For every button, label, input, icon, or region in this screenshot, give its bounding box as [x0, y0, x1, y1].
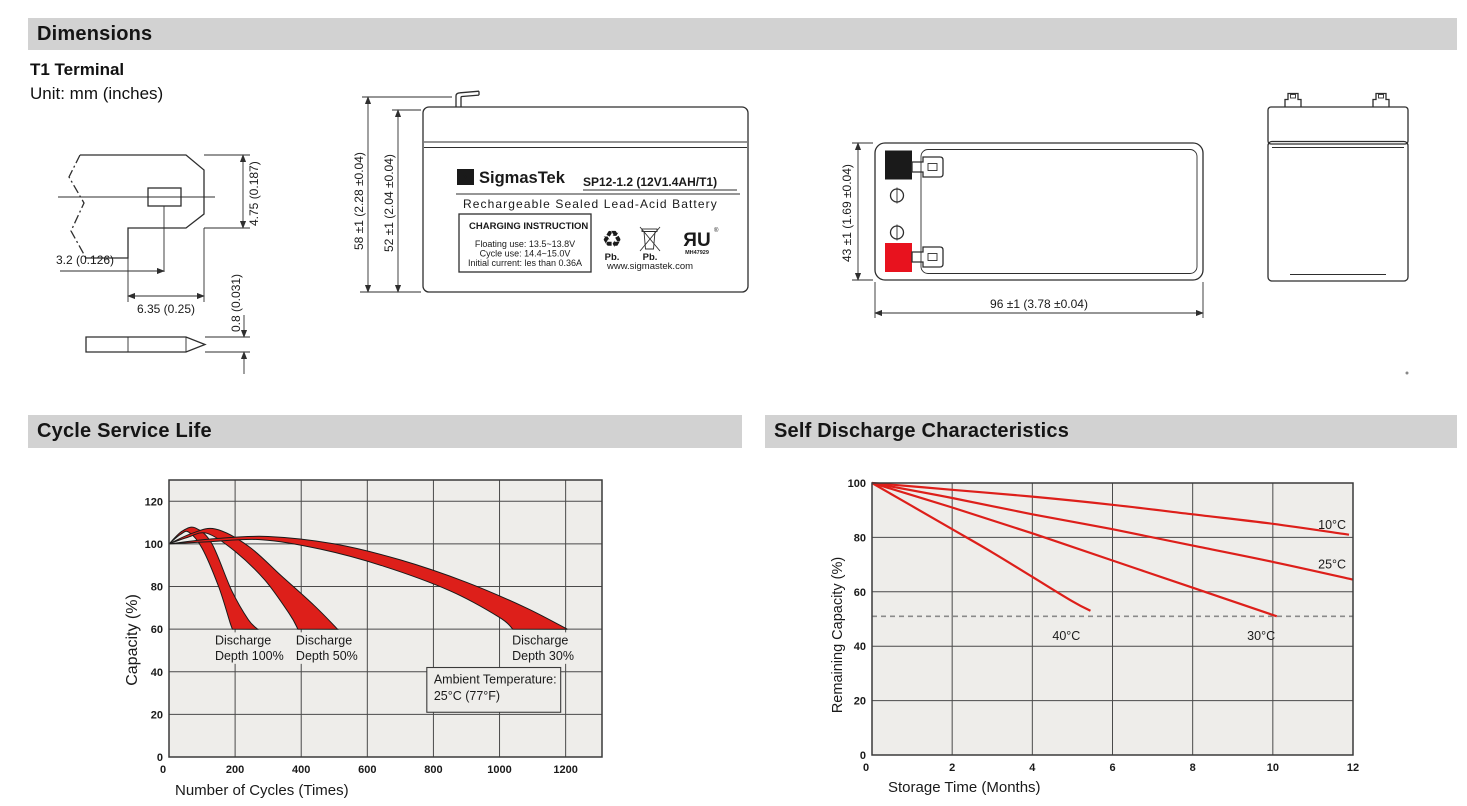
- front-terminal-tab: [456, 91, 479, 107]
- battery-end-view: [1268, 94, 1409, 375]
- y-tick-label: 100: [144, 538, 163, 551]
- self-discharge-chart: [790, 470, 1430, 806]
- y-axis-label: Remaining Capacity (%): [830, 556, 846, 714]
- x-tick-label: 200: [225, 764, 245, 776]
- terminal-dim-width: 4.75 (0.187): [247, 161, 261, 226]
- battery-type-line: Rechargeable Sealed Lead-Acid Battery: [463, 197, 718, 211]
- y-tick-label: 60: [150, 624, 163, 637]
- negative-terminal: [885, 151, 912, 180]
- x-tick-label: 10: [1266, 762, 1279, 774]
- battery-front-view: [352, 91, 748, 292]
- cycle-title: Cycle Service Life: [37, 420, 212, 442]
- y-tick-label: 40: [150, 666, 163, 679]
- terminal-dim-thickness: 0.8 (0.031): [229, 273, 243, 332]
- stray-dot: [1406, 372, 1409, 375]
- pb-bin-label: Pb.: [642, 252, 658, 263]
- x-tick-label: 1000: [487, 764, 512, 776]
- x-tick-label: 1200: [553, 764, 578, 776]
- brand-name: SigmasTek: [479, 169, 565, 187]
- annotation-text: Discharge Depth 50%: [295, 633, 358, 663]
- terminal-type-label: T1 Terminal: [30, 60, 125, 79]
- y-tick-label: 0: [156, 752, 163, 764]
- annotation-text: Discharge Depth 100%: [214, 633, 284, 663]
- x-tick-label: 12: [1346, 762, 1360, 774]
- end-view-tab-right: [1373, 94, 1389, 108]
- x-axis-label: Storage Time (Months): [888, 779, 1041, 796]
- y-tick-label: 80: [853, 532, 866, 545]
- top-dim-length: 96 ±1 (3.78 ±0.04): [990, 297, 1088, 311]
- x-tick-label: 6: [1109, 762, 1116, 774]
- crossed-bin-icon: [640, 227, 660, 251]
- recycle-icon: ♻: [601, 226, 623, 252]
- front-dim-body-height: 52 ±1 (2.04 ±0.04): [382, 154, 396, 252]
- x-tick-label: 600: [358, 764, 377, 776]
- front-dim-total-height: 58 ±1 (2.28 ±0.04): [352, 152, 366, 250]
- ul-mark-icon: ЯU: [683, 230, 711, 251]
- x-tick-label: 400: [292, 764, 311, 776]
- annotation-text: 25°C (77°F): [433, 689, 501, 704]
- terminal-dim-offset: 3.2 (0.126): [56, 253, 115, 267]
- model-number: SP12-1.2 (12V1.4AH/T1): [583, 175, 718, 189]
- end-view-tab-left: [1285, 94, 1301, 108]
- x-tick-label: 0: [159, 764, 167, 776]
- y-axis-label: Capacity (%): [124, 594, 141, 686]
- charging-line-2: Cycle use: 14.4~15.0V: [479, 248, 571, 259]
- ul-registered: ®: [714, 228, 719, 234]
- bottom-faston-tab: [912, 247, 943, 267]
- y-tick-label: 80: [150, 581, 163, 594]
- charging-line-1: Floating use: 13.5~13.8V: [474, 239, 576, 249]
- line-label: 10°C: [1318, 518, 1347, 533]
- y-tick-label: 20: [150, 709, 163, 722]
- cycle-section-bar: [28, 415, 742, 448]
- x-tick-label: 4: [1029, 762, 1036, 774]
- self-discharge-section-bar: [765, 415, 1457, 448]
- y-tick-label: 60: [853, 586, 866, 599]
- charging-title: CHARGING INSTRUCTION: [469, 221, 589, 232]
- pb-recycle-label: Pb.: [604, 252, 620, 263]
- annotation-text: Discharge Depth 30%: [512, 633, 574, 663]
- self-discharge-title: Self Discharge Characteristics: [774, 420, 1070, 442]
- cycle-service-life-chart: [110, 470, 655, 806]
- y-tick-label: 20: [853, 695, 866, 708]
- ul-code: MH47929: [685, 250, 709, 256]
- y-tick-label: 0: [859, 750, 866, 762]
- line-label: 40°C: [1052, 628, 1081, 643]
- top-dim-height: 43 ±1 (1.69 ±0.04): [840, 164, 854, 262]
- charging-line-3: Initial current: les than 0.36A: [467, 258, 583, 268]
- line-label: 30°C: [1247, 628, 1276, 643]
- y-tick-label: 100: [847, 478, 866, 490]
- x-tick-label: 8: [1189, 762, 1196, 774]
- top-faston-tab: [912, 157, 943, 177]
- x-axis-label: Number of Cycles (Times): [175, 782, 349, 799]
- terminal-detail-drawing: [56, 155, 261, 374]
- battery-label: [456, 169, 740, 272]
- dimensions-title: Dimensions: [37, 22, 153, 45]
- positive-terminal: [885, 243, 912, 272]
- terminal-dim-length: 6.35 (0.25): [136, 302, 196, 316]
- annotation-text: Ambient Temperature:: [433, 672, 557, 687]
- vent-marks: [891, 188, 904, 241]
- line-label: 25°C: [1318, 557, 1347, 572]
- unit-note: Unit: mm (inches): [30, 84, 164, 103]
- x-tick-label: 2: [949, 762, 956, 774]
- x-tick-label: 800: [424, 764, 443, 776]
- website: www.sigmastek.com: [606, 261, 694, 272]
- x-tick-label: 0: [862, 762, 870, 774]
- y-tick-label: 120: [144, 496, 163, 509]
- sigma-glyph: Σ: [461, 170, 470, 185]
- battery-top-view: [840, 143, 1203, 318]
- y-tick-label: 40: [853, 641, 866, 654]
